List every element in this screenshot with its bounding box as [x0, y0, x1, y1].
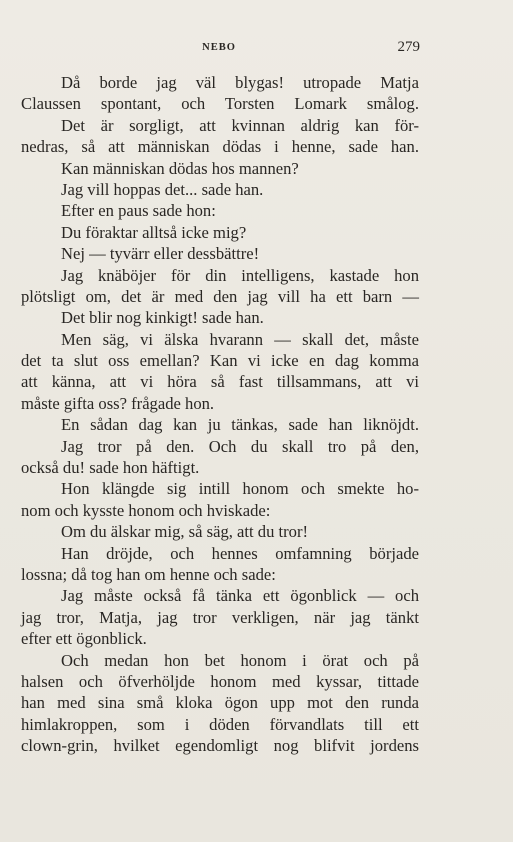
text-line: Jag knäböjer för din intelligens, kastade hon [61, 265, 419, 285]
text-line: Det är sorgligt, att kvinnan aldrig kan för- [61, 115, 419, 135]
text-line: Du föraktar alltså icke mig? [61, 222, 247, 242]
text-line: nedras, så att människan dödas i henne, sade han. [21, 137, 419, 157]
text-line: att känna, att vi höra så fast tillsammans, att vi [21, 372, 419, 392]
text-line: Jag måste också få tänka ett ögonblick — och [61, 586, 419, 606]
text-line: Om du älskar mig, så säg, att du tror! [61, 522, 309, 542]
running-head [20, 38, 418, 58]
text-line: Jag vill hoppas det... sade han. [61, 179, 264, 199]
running-title: NEBO [202, 42, 236, 53]
text-line: halsen och öfverhöljde honom med kyssar, tittade [21, 671, 419, 691]
text-line: Efter en paus sade hon: [61, 201, 216, 221]
text-line: också du! sade hon häftigt. [21, 458, 200, 478]
text-line: Han dröjde, och hennes omfamning började [61, 543, 419, 563]
text-line: clown-grin, hvilket egendomligt nog blifvit jordens [21, 736, 419, 756]
body-text [21, 72, 419, 757]
page-number: 279 [397, 39, 420, 55]
text-line: lossna; då tog han om henne och sade: [21, 564, 276, 584]
text-line: Nej — tyvärr eller dessbättre! [61, 244, 260, 264]
text-line: Och medan hon bet honom i örat och på [61, 650, 419, 670]
text-line: han med sina små kloka ögon upp mot den runda [21, 693, 419, 713]
text-line: En sådan dag kan ju tänkas, sade han liknöjdt. [61, 415, 419, 435]
text-line: efter ett ögonblick. [21, 629, 147, 649]
text-line: Det blir nog kinkigt! sade han. [61, 308, 264, 328]
text-line: Men säg, vi älska hvarann — skall det, måste [61, 329, 419, 349]
text-line: himlakroppen, som i döden förvandlats till ett [21, 714, 419, 734]
text-line: Hon klängde sig intill honom och smekte ho- [61, 479, 419, 499]
text-line: Kan människan dödas hos mannen? [61, 158, 299, 178]
text-line: Jag tror på den. Och du skall tro på den, [61, 436, 419, 456]
text-line: plötsligt om, det är med den jag vill ha ett barn — [21, 286, 419, 306]
text-line: Claussen spontant, och Torsten Lomark smålog. [21, 94, 419, 114]
text-line: Då borde jag väl blygas! utropade Matja [61, 73, 419, 92]
text-line: måste gifta oss? frågade hon. [21, 393, 215, 413]
text-line: jag tror, Matja, jag tror verkligen, när jag tänkt [21, 607, 419, 627]
text-line: det ta slut oss emellan? Kan vi icke en dag komma [21, 351, 419, 371]
text-line: nom och kysste honom och hviskade: [21, 500, 271, 520]
